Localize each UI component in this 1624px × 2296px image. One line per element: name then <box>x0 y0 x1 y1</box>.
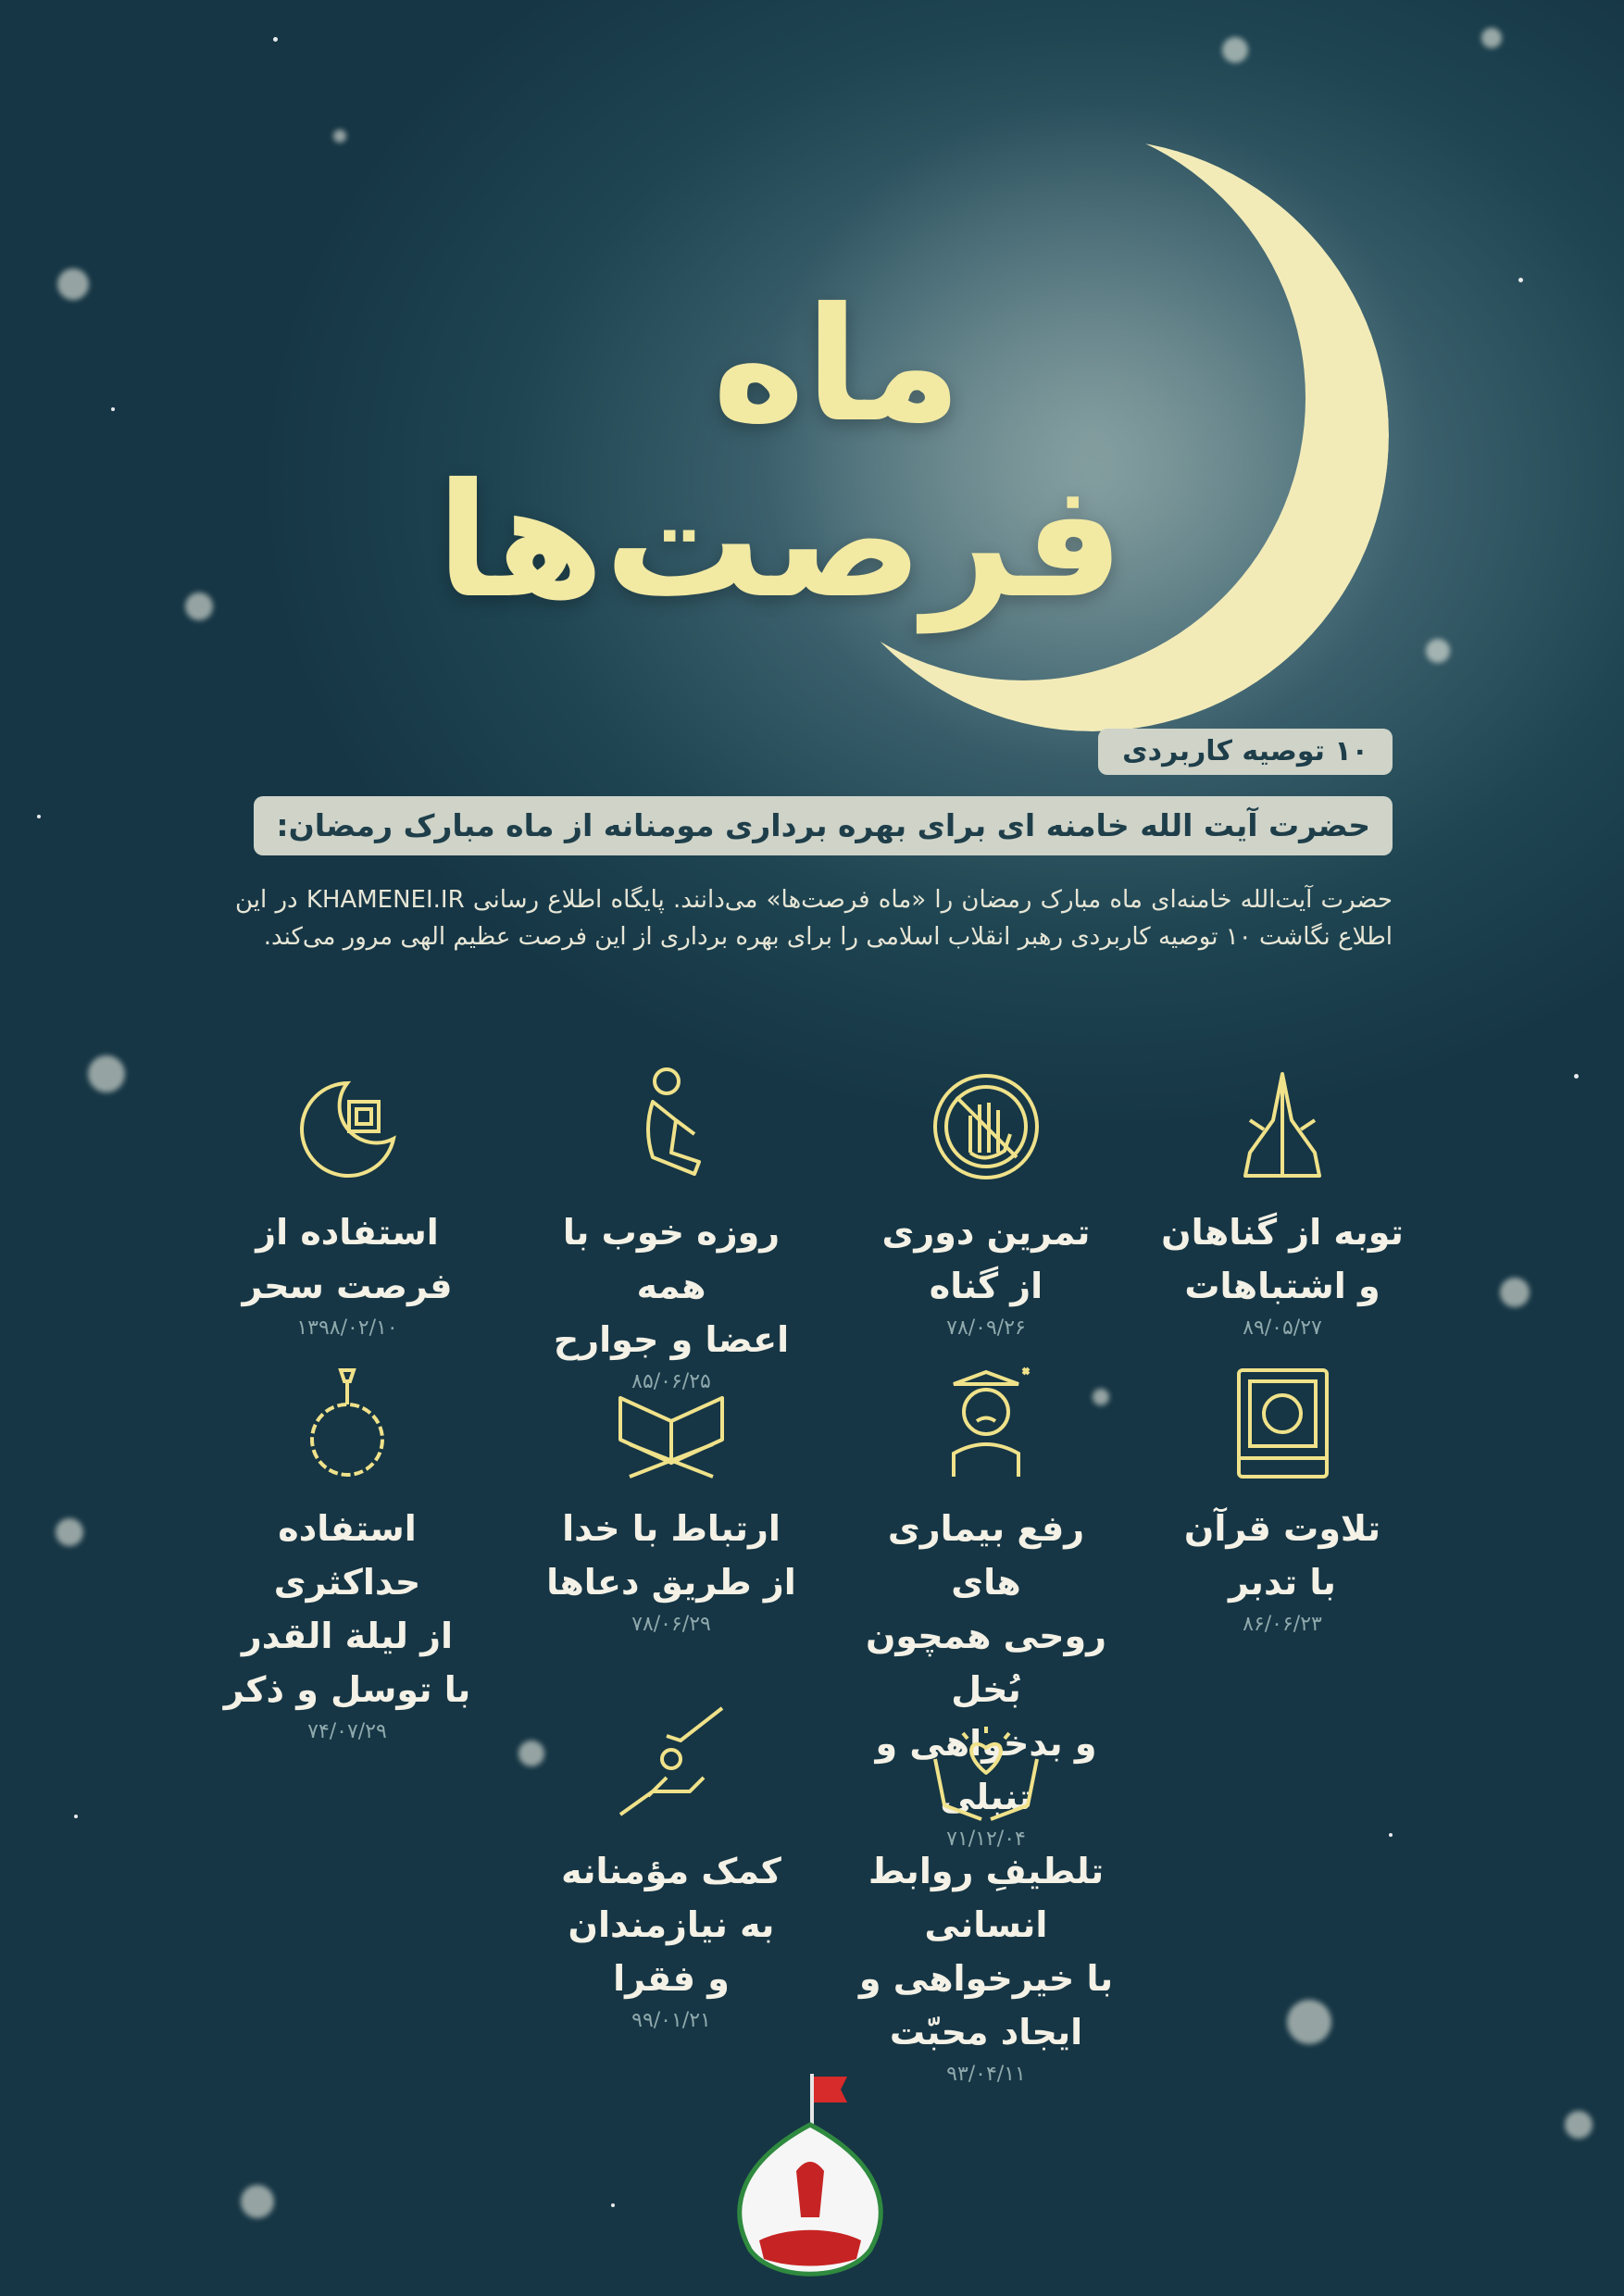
recommendation-title: تلاوت قرآن با تدبر <box>1183 1508 1381 1603</box>
recommendation-item <box>532 1352 810 1636</box>
recommendation-date: ۹۳/۰۴/۱۱ <box>946 2063 1026 2086</box>
recommendation-title: تلطیفِ روابط انسانی با خیرخواهی و ایجاد محبّت <box>858 1851 1114 2053</box>
recommendation-date: ۷۸/۰۶/۲۹ <box>631 1613 711 1636</box>
quran-book-icon <box>1234 1366 1331 1481</box>
recommendation-item <box>208 1352 486 1743</box>
recommendation-title: استفاده از فرصت سحر <box>242 1212 453 1306</box>
recommendation-title: کمک مؤمنانه به نیازمندان و فقرا <box>561 1851 781 1999</box>
recommendation-date: ۸۶/۰۶/۲۳ <box>1243 1613 1322 1636</box>
hero-title: ماه فرصت‌ها <box>435 274 1124 633</box>
intro-paragraph: حضرت آیت‌الله خامنه‌ای ماه مبارک رمضان را «ماه فرصت‌ها» می‌دانند. پایگاه اطلاع رسانی KHAMENEI.IR در این اطلاع نگاشت ۱۰ توصیه کاربردی رهبر انقلاب اسلامی را برای بهره برداری از این فرصت عظیم الهی مرور می‌کند. <box>235 886 1393 951</box>
giving-hand-icon <box>616 1703 727 1824</box>
recommendation-item <box>847 1694 1125 2086</box>
ashura-youth-logo <box>722 2069 898 2282</box>
recommendation-date: ۸۵/۰۶/۲۵ <box>631 1370 711 1393</box>
recommendation-item <box>1143 1352 1421 1636</box>
open-quran-stand-icon <box>611 1389 731 1481</box>
recommendation-date: ۹۹/۰۱/۲۱ <box>631 2009 711 2032</box>
recommendation-item <box>532 1694 810 2032</box>
recommendation-title: ارتباط با خدا از طریق دعاها <box>546 1508 796 1603</box>
recommendation-count-badge: ۱۰ توصیه کاربردی <box>1098 729 1393 775</box>
prayer-beads-icon <box>296 1361 398 1481</box>
heart-hands-icon <box>926 1722 1046 1824</box>
recommendation-item <box>847 1055 1125 1340</box>
crescent-mosque-icon <box>292 1074 403 1185</box>
recommendation-title: تمرین دوری از گناه <box>881 1212 1091 1306</box>
recommendation-date: ۱۳۹۸/۰۲/۱۰ <box>296 1316 398 1340</box>
recommendation-date: ۸۹/۰۵/۲۷ <box>1243 1316 1322 1340</box>
kneeling-prayer-icon <box>625 1065 718 1185</box>
sick-person-icon <box>935 1361 1037 1481</box>
recommendation-title: روزه خوب با همه اعضا و جوارح <box>553 1212 790 1360</box>
recommendation-title: رفع بیماری های روحی همچون بُخل و بدخواهی و تنبلی <box>865 1508 1107 1817</box>
recommendation-item <box>1143 1055 1421 1340</box>
recommendation-date: ۷۸/۰۹/۲۶ <box>946 1316 1026 1340</box>
recommendation-item <box>208 1055 486 1340</box>
recommendation-item <box>532 1055 810 1393</box>
praying-hands-icon <box>1231 1065 1333 1185</box>
stop-hand-icon <box>929 1069 1044 1185</box>
recommendation-date: ۷۴/۰۷/۲۹ <box>307 1720 387 1743</box>
recommendation-title: توبه از گناهان و اشتباهات <box>1161 1212 1404 1306</box>
subtitle-banner: حضرت آیت الله خامنه ای برای بهره برداری مومنانه از ماه مبارک رمضان: <box>254 796 1393 855</box>
recommendation-date: ۷۱/۱۲/۰۴ <box>946 1828 1026 1851</box>
recommendation-title: استفاده حداکثری از لیلة القدر با توسل و ذکر <box>223 1508 471 1710</box>
